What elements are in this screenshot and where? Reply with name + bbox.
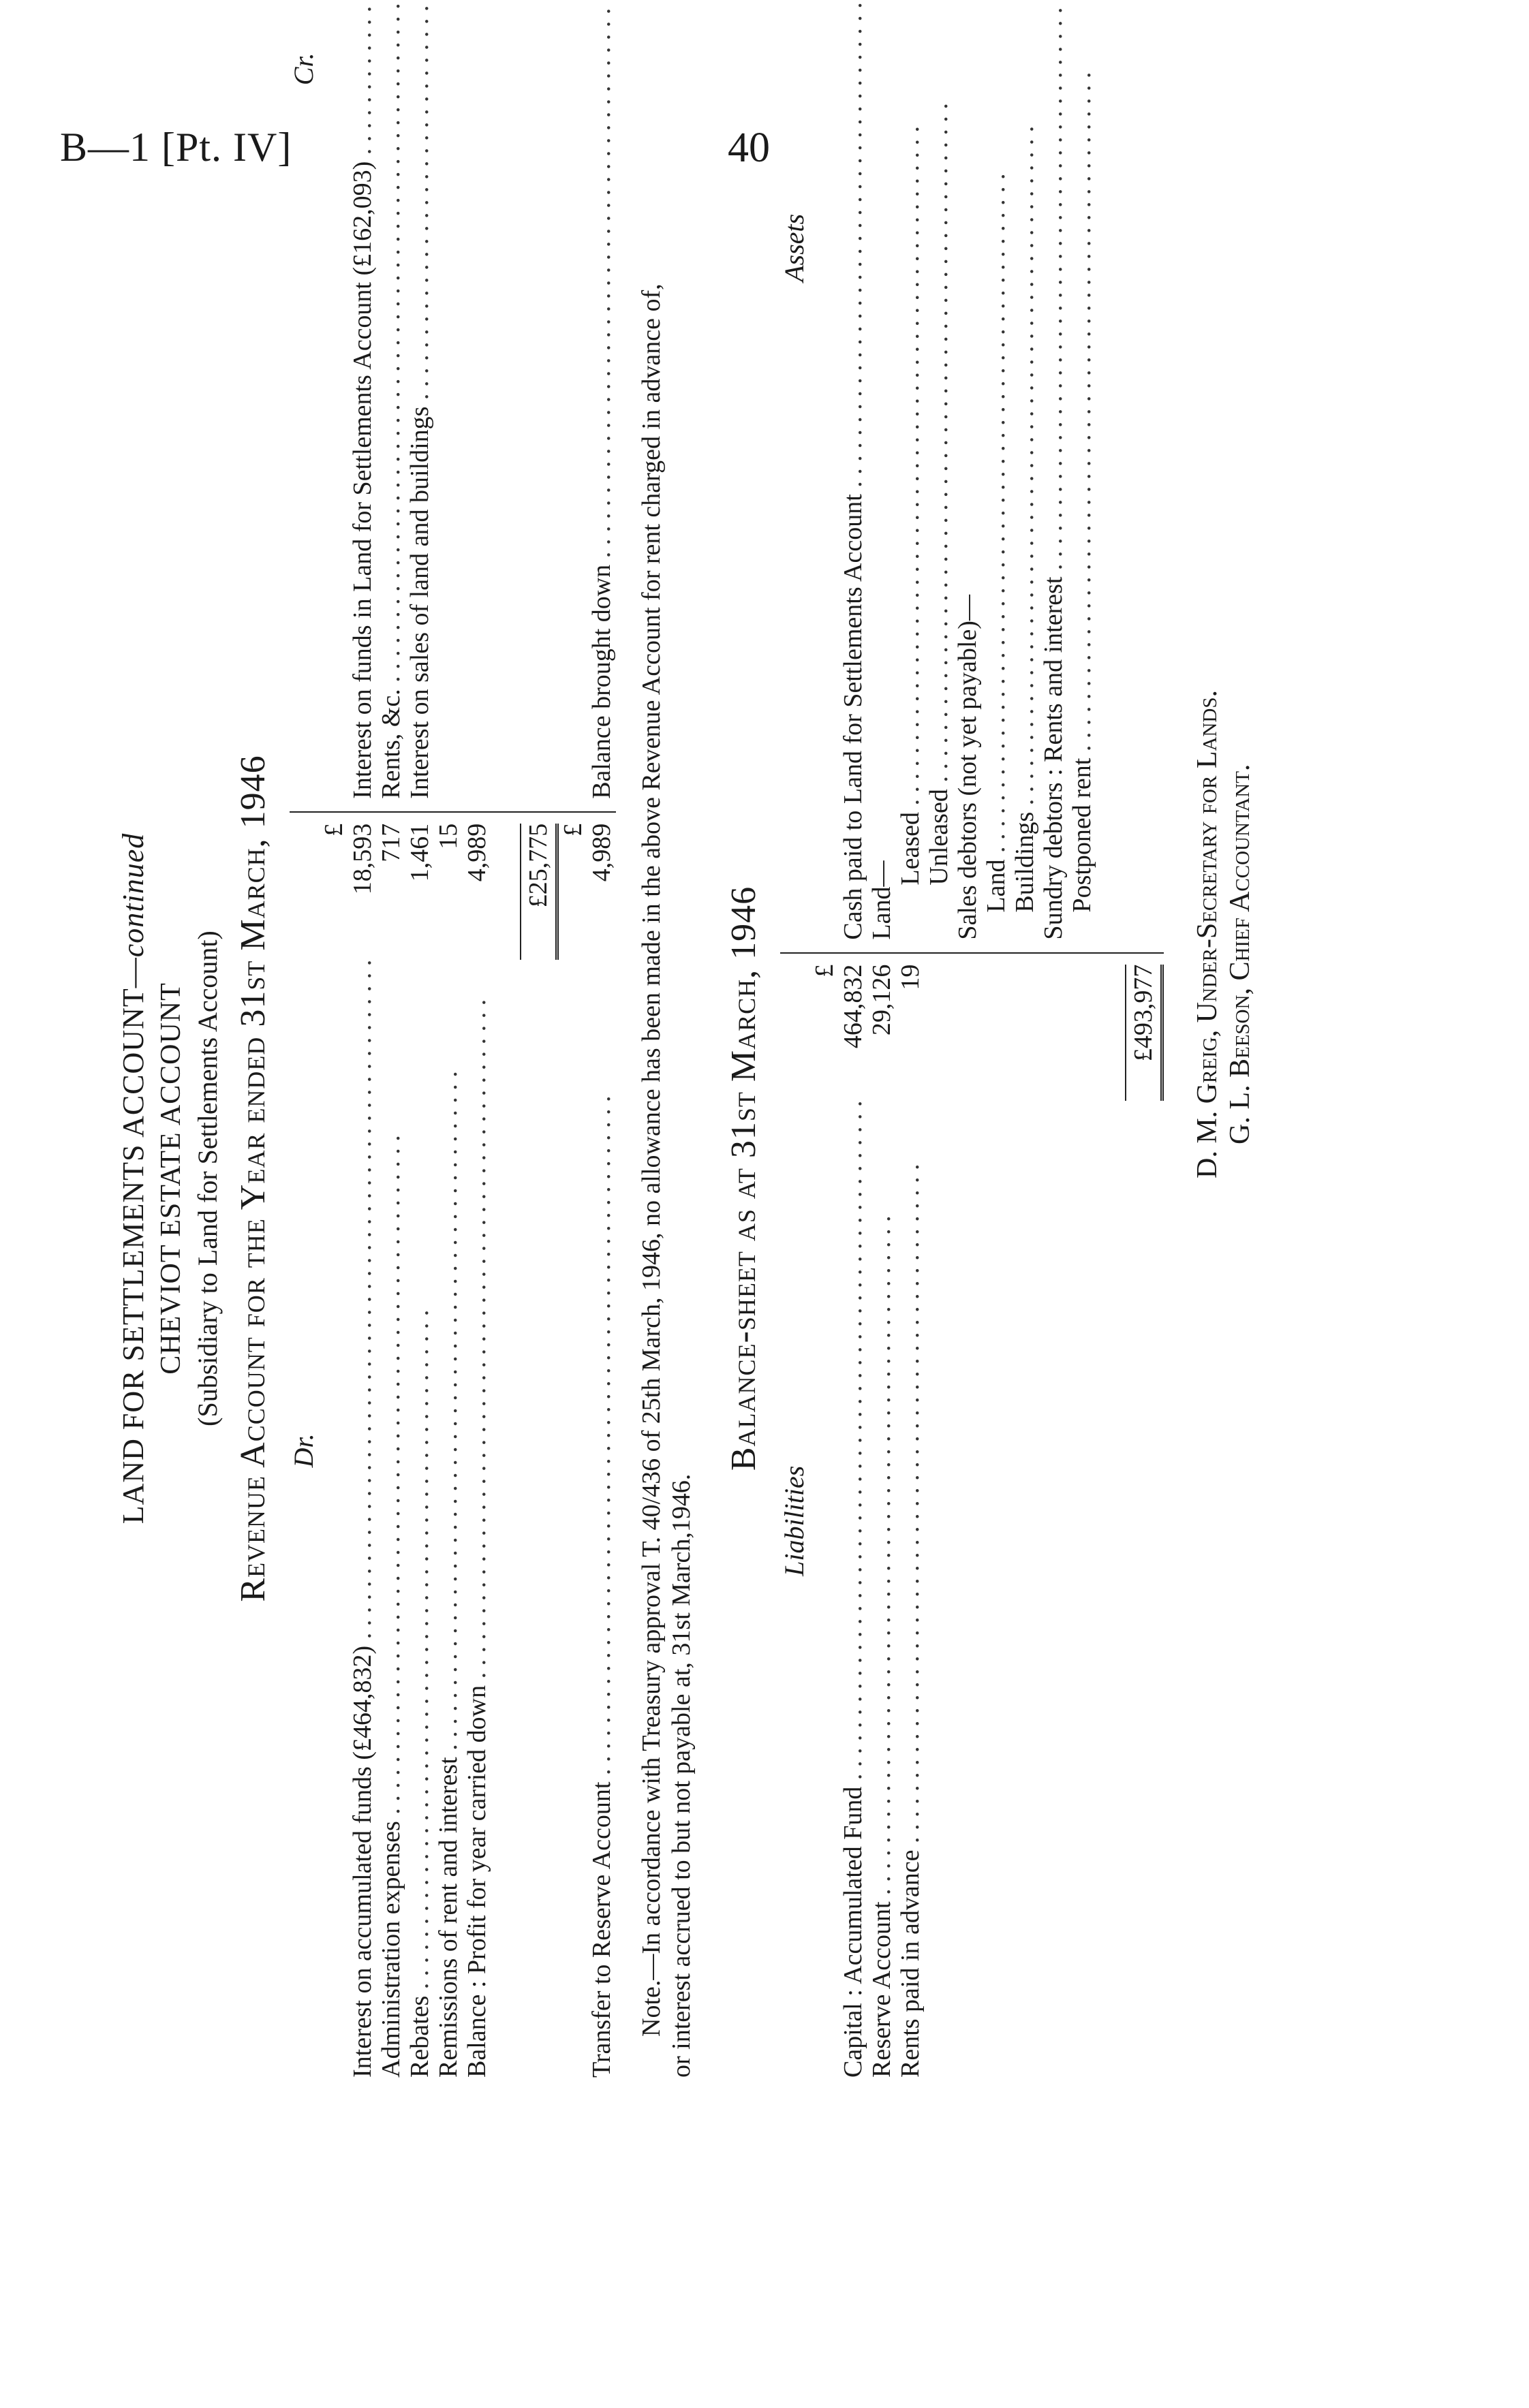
asset-row: Land . . . <box>982 0 1010 940</box>
liability-row: Reserve Account . . . 29,126 <box>867 965 896 2078</box>
asset-group-heading: Land— <box>867 860 896 940</box>
asset-row: Buildings . . . <box>1010 0 1039 940</box>
credit-total <box>520 0 559 799</box>
revenue-account-title: Revenue Account for the Year ended 31st March, 1946 <box>234 755 273 1602</box>
credit-row: Interest on funds in Land for Settlements Account (£162,093) . . . <box>348 0 377 799</box>
debit-row: Balance : Profit for year carried down . . . 4,989 <box>463 824 491 2078</box>
assets-total <box>1125 0 1164 940</box>
credit-row: Balance brought down . . . <box>587 0 616 799</box>
liabilities-total: £493,977 <box>1125 965 1164 2078</box>
debit-row: Rebates . . . 1,461 <box>405 824 434 2078</box>
credit-heading: Cr. <box>288 52 319 86</box>
assets-side <box>780 0 1164 952</box>
revenue-credit-side <box>290 0 616 811</box>
asset-row: Sundry debtors : Rents and interest . . . <box>1039 0 1068 940</box>
subsidiary-note: (Subsidiary to Land for Settlements Account) <box>192 931 223 1426</box>
debit-row: Administration expenses . . . 717 <box>377 824 405 2078</box>
balance-sheet-table <box>779 213 1164 2078</box>
asset-row: Unleased . . . <box>925 0 953 940</box>
pound-sign <box>320 0 348 799</box>
signatures <box>1191 279 1256 1178</box>
debit-heading: Dr. <box>288 1433 319 1468</box>
pound-sign: £ <box>810 964 839 978</box>
revenue-debit-side <box>290 811 616 2078</box>
liability-row: Rents paid in advance . . . 19 <box>896 965 925 2078</box>
credit-row: Interest on sales of land and buildings . . . <box>405 0 434 799</box>
pound-sign <box>810 0 839 940</box>
page-reference: B—1 [Pt. IV] <box>60 125 292 170</box>
asset-row: Postponed rent . . . <box>1068 0 1096 940</box>
balance-sheet-title: Balance-sheet as at 31st March, 1946 <box>724 886 763 1471</box>
asset-row: Leased . . . <box>896 0 925 940</box>
revenue-account-table <box>288 52 616 2078</box>
debit-row: Transfer to Reserve Account . . . 4,989 <box>587 824 616 2078</box>
estate-title: CHEVIOT ESTATE ACCOUNT <box>155 982 187 1375</box>
liability-row: Capital : Accumulated Fund . . . 464,832 <box>839 965 867 2078</box>
credit-row: Rents, &c. . . . <box>377 0 405 799</box>
signature-under-secretary: D. M. Greig, Under-Secretary for Lands. <box>1192 690 1223 1178</box>
pound-sign <box>559 0 587 799</box>
debit-row: Remissions of rent and interest . . . 15 <box>434 824 463 2078</box>
asset-row: Cash paid to Land for Settlements Account . . . <box>839 0 867 940</box>
asset-group-heading: Sales debtors (not yet payable)— <box>953 595 982 940</box>
debit-row: Interest on accumulated funds (£464,832) . . . 18,593 <box>348 824 377 2078</box>
assets-heading: Assets <box>779 213 809 282</box>
main-title: LAND FOR SETTLEMENTS ACCOUNT—continued <box>117 832 150 1524</box>
pound-sign: £ <box>559 823 587 836</box>
liabilities-side <box>780 952 1164 2078</box>
treasury-note: Note.—In accordance with Treasury approval T. 40/436 of 25th March, 1946, no allowance has been made in the above Revenue Account for rent charged in advance of, or interest accrued to but not payable at, 31st March,1946. <box>637 283 696 2078</box>
page-number: 40 <box>728 125 770 171</box>
pound-sign: £ <box>320 823 348 836</box>
liabilities-heading: Liabilities <box>779 1465 809 1576</box>
debit-total: £25,775 <box>520 824 559 2078</box>
signature-chief-accountant: G. L. Beeson, Chief Accountant. <box>1224 764 1256 1144</box>
